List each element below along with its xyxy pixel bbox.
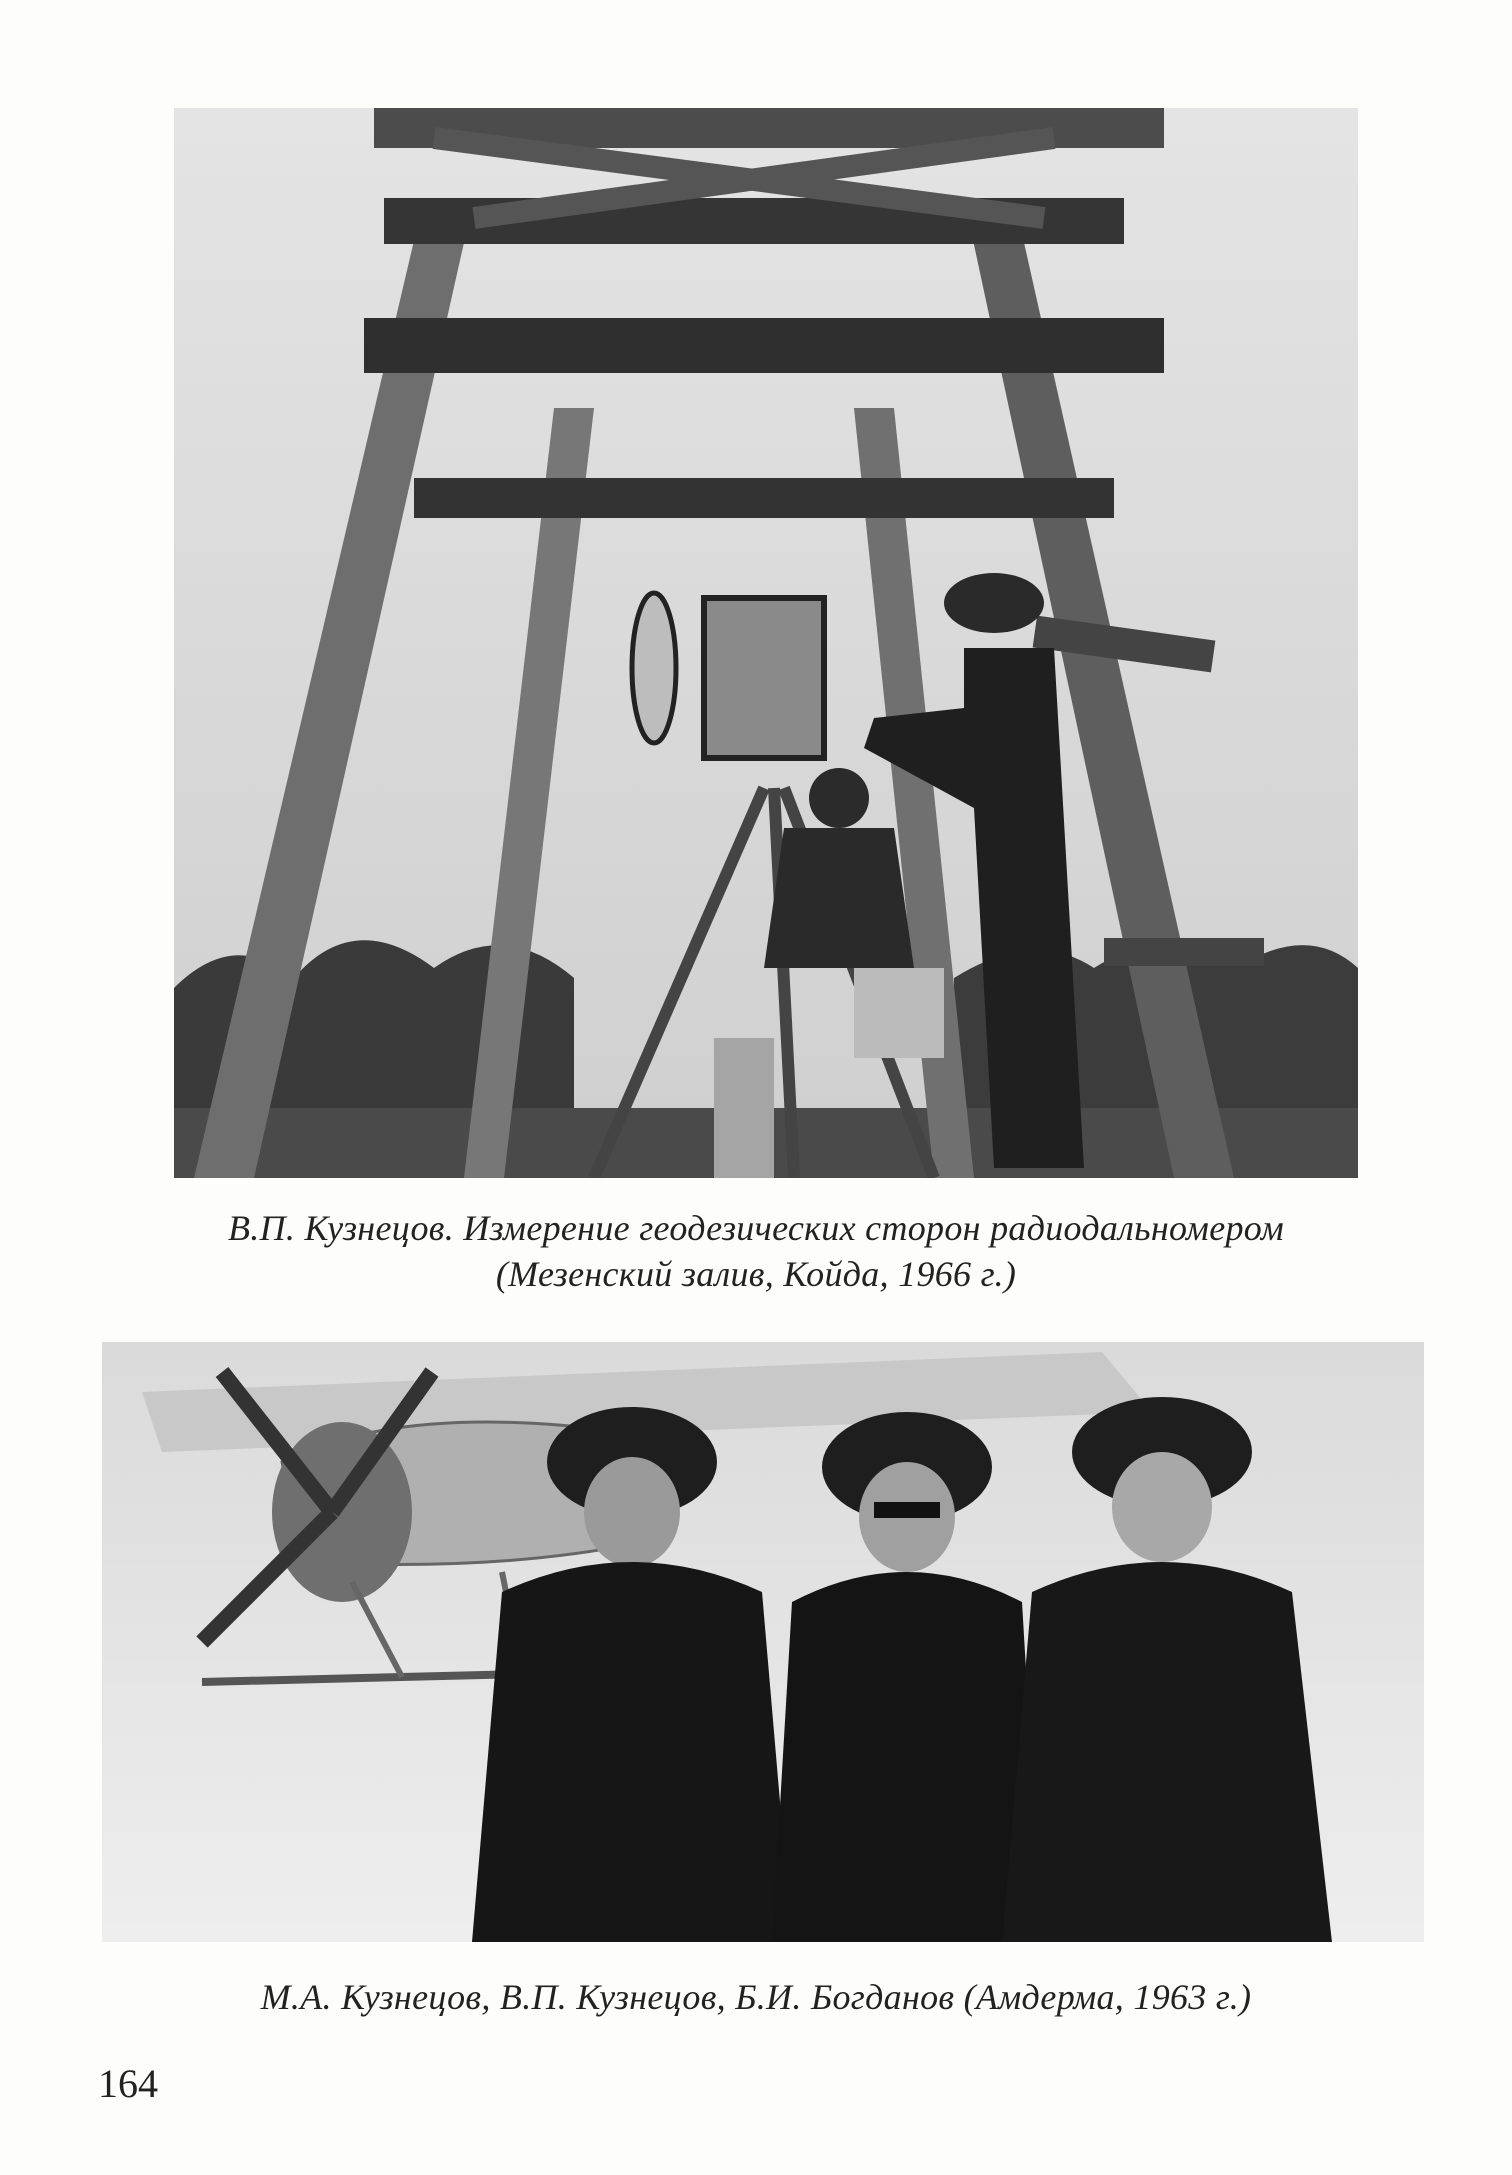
photo-1-caption-line-1: В.П. Кузнецов. Измерение геодезических сторон радиодальномером [228,1208,1284,1248]
photo-aircraft-illustration [102,1342,1424,1942]
photo-2-caption: М.А. Кузнецов, В.П. Кузнецов, Б.И. Богданов (Амдерма, 1963 г.) [260,1977,1252,2017]
photo-three-men-aircraft [102,1342,1424,1942]
photo-1-caption-line-2: (Мезенский залив, Койда, 1966 г.) [495,1254,1017,1294]
photo-1-caption [0,1205,1512,1297]
photo-tower-rangefinder [174,108,1358,1178]
photo-tower-illustration [174,108,1358,1178]
page-number: 164 [98,2061,158,2106]
